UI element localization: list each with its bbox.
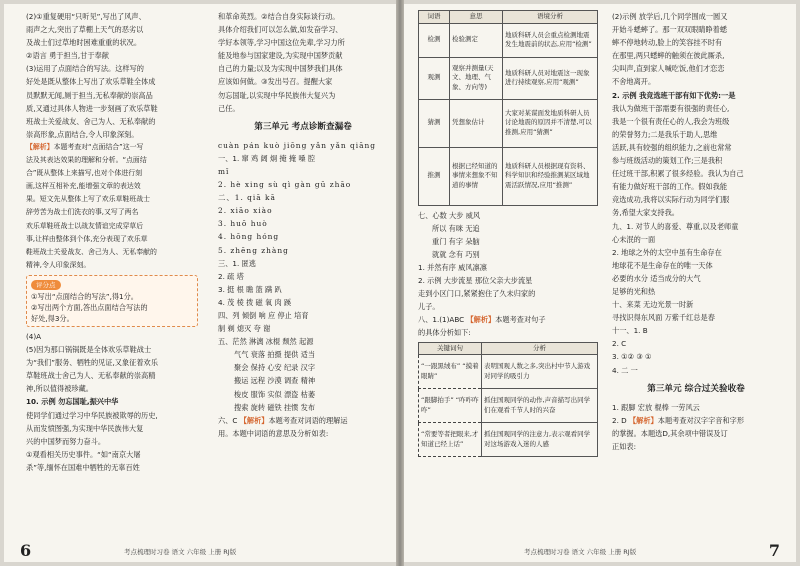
- text-line: 雨声之大,突出了草棚上天气的恶劣以: [26, 25, 144, 35]
- text-line: 本题考查对“点面结合”这一写: [53, 142, 144, 151]
- section-seven: [418, 209, 598, 314]
- text-line: 兴的中国梦而努力奋斗。: [26, 436, 106, 446]
- pinyin-line: cuàn pán kuò jiōng yǎn yǎn qiāng: [218, 140, 377, 150]
- right-page: [404, 4, 796, 562]
- text-line: 果。短文先从整体上写了欢乐草鞋班战士: [26, 195, 151, 204]
- text-line: 2. 示例 大步流星 那位父亲大步流星: [418, 276, 533, 286]
- text-line: 使同学们通过学习中华民族被欺辱的历史,: [26, 410, 158, 420]
- right-column-1: [418, 10, 598, 457]
- text-line: 法及其表达效果的理解和分析。“点面结: [26, 156, 147, 165]
- table-cell: 检验测定: [450, 23, 503, 57]
- table-cell: 抓住国观同学的注意力,表示观看同学对这场游戏入迷的人感: [482, 423, 598, 457]
- text-line: 梭皮 服饰 实似 漂盗 枯萎: [234, 389, 316, 399]
- question-number: 10.: [26, 397, 39, 407]
- page-number: 7: [768, 541, 780, 560]
- text-line: 活跃,具有较强的组织能力,之前也常常: [612, 142, 732, 152]
- sentence-analysis-table: [418, 342, 598, 458]
- answer-block-h: [612, 89, 780, 220]
- text-line: 一、1. 窜 鸡 阔 炯 掩 掩 嗓 腔: [218, 153, 316, 163]
- text-line: 正如表:: [612, 441, 636, 451]
- table-row: [419, 147, 598, 205]
- text-line: 开始斗蟋蟀了。那一双双眼睛睁着蟋: [612, 25, 728, 35]
- table-row: [419, 57, 598, 99]
- section-six: [218, 414, 388, 440]
- text-line: 列 倾倒 响 应 停止 培育: [232, 310, 309, 320]
- table-cell: 观察并测量(天文、地理、气象、方向等): [450, 57, 503, 99]
- text-line: 神,所以值得被珍藏。: [26, 384, 93, 394]
- left-column-2: [218, 10, 388, 440]
- question-10: [26, 395, 198, 408]
- page-number: 6: [20, 541, 32, 560]
- text-line: 1. 跟脚 宏放 棍棒 一劳风云: [612, 402, 700, 412]
- text-line: 杀”等,缅怀在国难中牺牲的无辜百姓: [26, 462, 140, 472]
- text-line: 本题考查对词语的理解运: [268, 415, 348, 425]
- text-line: 足够的光和热: [612, 286, 656, 296]
- text-line: 心未泯的一面: [612, 234, 656, 244]
- text-line: 好处,得3分。: [31, 313, 74, 323]
- question-title: 示例 勿忘国耻,振兴中华: [41, 397, 119, 407]
- table-cell: 推测: [419, 147, 450, 205]
- text-line: 4. hōng hóng: [218, 232, 280, 242]
- table-cell: “一跟黑绒布” “摸着眼睛”: [419, 355, 482, 389]
- section-eight: [418, 313, 598, 339]
- text-line: 搬运 远程 沙漠 调查 精神: [234, 376, 316, 386]
- table-row: [419, 423, 598, 457]
- text-line: 的具体分析如下:: [418, 328, 471, 338]
- answer-block-c: [26, 330, 198, 395]
- text-line: 质,又通过具体人物进一步刻画了欢乐草鞋: [26, 103, 158, 113]
- table-header: 分析: [482, 342, 598, 355]
- text-line: 十、来菜 无边光景一时新: [612, 300, 694, 310]
- table-cell: 检测: [419, 23, 450, 57]
- text-line: 走到小区门口,紧紧抱住了久未归家的: [418, 289, 536, 299]
- text-line: 精神,令人印象深刻。: [26, 260, 91, 269]
- text-line: 鞋班战士关爱战友、舍己为人、无私奉献的: [26, 247, 157, 256]
- text-line: 参与班级活动的策划工作;三是我积: [612, 156, 723, 166]
- section-title: 第三单元 综合过关验收卷: [647, 383, 745, 394]
- text-line: ①写出“点面结合的写法”,得1分。: [31, 291, 138, 301]
- table-header: 语境分析: [503, 11, 598, 24]
- table-cell: 地质科研人员对地震这一现象进行持续观察,应用“观测”: [503, 57, 598, 99]
- answer-block-f: [218, 152, 388, 309]
- text-line: (5)因为那口锅锅既是全体欢乐草鞋战士: [26, 345, 152, 355]
- text-line: 己任。: [218, 103, 240, 113]
- text-line: 自己的力量;以及为实现中国梦我们具体: [218, 64, 343, 74]
- text-line: 三、1. 匿逃: [218, 258, 256, 268]
- vocabulary-table: [418, 10, 598, 206]
- text-line: 务,希望大家支持我。: [612, 208, 679, 218]
- answer-block-a: [26, 10, 198, 141]
- analysis-block: [26, 141, 198, 272]
- text-line: 聚会 保持 心安 纪录 汉字: [234, 363, 316, 373]
- section-label: 五、: [218, 337, 233, 347]
- text-line: 九、1. 对节人的喜爱、尊重,以及老师童: [612, 221, 739, 231]
- text-line: 3. huō huò: [218, 219, 268, 229]
- answer-block-d: [26, 409, 198, 474]
- book-gutter: [396, 0, 404, 566]
- table-cell: 地质科研人员根据现有资料、科学知识和经验推测某区域地震活跃情况,应用“推测”: [503, 147, 598, 205]
- section-label: 六、C: [218, 415, 238, 425]
- table-cell: “常要等者把眼来,才知道已经上话”: [419, 423, 482, 457]
- analysis-label: 【解析】: [239, 415, 269, 425]
- left-column-1: [26, 10, 198, 474]
- text-line: 欢乐草鞋班战士以战友情谊完成穿草后: [26, 221, 144, 230]
- text-line: ②写出两个方面,答出点面结合写法的: [31, 302, 148, 312]
- table-cell: 表明国观人数之多,突出村中节人游戏对同学的吸引力: [482, 355, 598, 389]
- table-header: 词语: [419, 11, 450, 24]
- section-label: 七、: [418, 210, 433, 220]
- text-line: 本题考查对汉字字音和字形: [657, 415, 745, 425]
- table-cell: 地质科研人员会重点检测地震发生地震前的状态,应用“检测”: [503, 23, 598, 57]
- text-line: 能及地参与国家建设,为实现中国梦贡献: [218, 51, 343, 61]
- text-line: 3. 挺 根 瞻 篮 蹒 趴: [218, 284, 282, 294]
- text-line: 2. 地球之外的太空中虽有生命存在: [612, 247, 722, 257]
- text-line: 茫然 淋漓 冰棍 颓然 起源: [232, 337, 314, 347]
- text-line: ①观看相关历史事件。“如“南京大屠: [26, 449, 141, 459]
- page-footer: 考点梳理时习卷 语文 六年级 上册 RJ版: [524, 548, 637, 556]
- scoring-points-tag: 评分点: [31, 280, 61, 290]
- text-line: (3)运用了点面结合的写法。这样写的: [26, 64, 144, 74]
- text-line: 地球花不是生命存在的唯一天体: [612, 260, 713, 270]
- text-line: 在那里,两只蟋蟀的触须在彼此厮杀,: [612, 51, 725, 61]
- section-label: 2. D: [612, 415, 627, 425]
- table-header: 意思: [450, 11, 503, 24]
- text-line: mǐ: [218, 166, 230, 176]
- text-line: 合”既从整体上来描写,也对个体进行刻: [26, 169, 143, 178]
- text-line: 3. ①② ③ ①: [612, 352, 652, 362]
- text-line: 就就 念有 巧别: [432, 249, 480, 259]
- table-cell: 观测: [419, 57, 450, 99]
- text-line: 具体介绍我们可以怎么做,如发奋学习、: [218, 25, 343, 35]
- table-cell: 大家对某谋面发地质科研人员讨论地震的原因并不清楚,可以推测,应用“猜测”: [503, 99, 598, 147]
- text-line: (2)示例 放学后,几个同学围成一圆又: [612, 12, 728, 21]
- text-line: 从而发愤图强,为实现中华民族伟大复: [26, 423, 144, 433]
- text-line: 员默默无闻,厕于担当,无私奉献的崇高品: [26, 90, 153, 100]
- section-five: [218, 335, 388, 414]
- analysis-label: 【解析】: [628, 415, 658, 425]
- table-header: 关键词句: [419, 342, 482, 355]
- table-cell: “跟脚拍手” “咋咋咋咋”: [419, 389, 482, 423]
- text-line: ②语言 勇于担当,甘于奉献: [26, 51, 109, 61]
- scoring-points-box: [26, 275, 198, 327]
- text-line: 重门 有字 朵脑: [432, 236, 480, 246]
- text-line: 必要的水分 适当成分的大气: [612, 273, 701, 283]
- text-line: 搜索 旋转 磁铁 挂惯 发布: [234, 402, 316, 412]
- analysis-label: 【解析】: [26, 142, 54, 151]
- text-line: 和革命英烈。②结合自身实际谈行动。: [218, 12, 340, 21]
- text-line: 为“我们”服务、牺牲的见证,又象征着欢乐: [26, 358, 158, 368]
- answer-block-e: [218, 10, 388, 115]
- text-line: 尖叫声,直到家人喊吃饭,他们才恋恋: [612, 64, 725, 74]
- text-line: 制 剃 熄灭 夸 谢: [218, 324, 271, 334]
- text-line: 勿忘国耻,以实现中华民族伟大复兴为: [218, 90, 336, 100]
- text-line: 1. 并然有序 威风凛凛: [418, 262, 487, 272]
- text-line: 学好本领等,学习中国这位先辈,学习力所: [218, 38, 345, 48]
- page-footer: 考点梳理时习卷 语文 六年级 上册 RJ版: [124, 548, 237, 556]
- text-line: (2)①重复硬用“只听见”,写出了风声、: [26, 12, 146, 21]
- text-line: 2. 示例 我竞选班干部有如下优势:一是: [612, 90, 736, 100]
- text-line: 心数 大步 威风: [432, 210, 481, 220]
- text-line: 不舍地离开。: [612, 77, 656, 87]
- text-line: 辞劳苦为战士们洗衣的事,又写了两名: [26, 208, 139, 217]
- left-page: [4, 4, 396, 562]
- table-row: [419, 389, 598, 423]
- text-line: 2. C: [612, 339, 627, 349]
- text-line: 任过班干部,积累了很多经验。我认为自己: [612, 169, 744, 179]
- text-line: 有能力做好班干部的工作。假如我能: [612, 182, 728, 192]
- text-line: 竞选成功,我将以实际行动为同学们服: [612, 195, 730, 205]
- text-line: 画,这样互相补充,能增强文章的表达效: [26, 182, 141, 191]
- answer-block-i: [612, 220, 780, 377]
- text-line: 我是一个很有责任心的人,我会为班级: [612, 116, 730, 126]
- text-line: 蟀不停地转动,脸上的笑容挂不时有: [612, 38, 723, 48]
- table-row: [419, 99, 598, 147]
- text-line: 所以 有咪 无追: [432, 223, 480, 233]
- text-line: 的荣誉努力;二是我乐于助人,思维: [612, 129, 718, 139]
- text-line: 气气 衰落 拍摄 提供 适当: [234, 350, 316, 360]
- text-line: 好处是既从整体上写出了欢乐草鞋全体成: [26, 77, 156, 87]
- table-cell: 凭想象估计: [450, 99, 503, 147]
- text-line: 5. zhēng zhàng: [218, 245, 289, 255]
- table-cell: 猜测: [419, 99, 450, 147]
- text-line: 及战士们过草地时困难重重的状况。: [26, 38, 142, 48]
- table-row: [419, 23, 598, 57]
- text-line: 本题考查对句子: [495, 315, 546, 325]
- text-line: 草鞋班战士舍己为人、无私奉献的崇高精: [26, 371, 156, 381]
- text-line: 事,让样由整体到个体,充分表现了欢乐草: [26, 234, 148, 243]
- table-cell: 抓住国观同学的动作,声音描写出同学们在观看千节人时的兴奋: [482, 389, 598, 423]
- text-line: 用。本题中词语的意思及分析如表:: [218, 428, 329, 438]
- text-line: 班战士关爱战友、舍己为人、无私奉献的: [26, 116, 156, 126]
- text-line: 崇高形象,点面结合,令人印象深刻。: [26, 129, 139, 139]
- text-line: 4. 茂 棱 拨 磁 氧 肉 蹊: [218, 297, 292, 307]
- table-cell: 根据已经知道的事情来想象不知道的事情: [450, 147, 503, 205]
- section-label: 八、1.(1)ABC: [418, 315, 465, 325]
- table-row: [419, 355, 598, 389]
- text-line: 2. xiāo xiào: [218, 206, 273, 216]
- text-line: 2. hè xing sù qì gàn gū zhāo: [218, 180, 352, 190]
- text-line: 我认为做班干部需要有很强的责任心,: [612, 103, 730, 113]
- text-line: 二、1. qiā kā: [218, 193, 276, 203]
- last-answer: [612, 414, 780, 453]
- right-column-2: [612, 10, 780, 453]
- text-line: 儿子。: [418, 302, 440, 312]
- text-line: (4)A: [26, 331, 42, 341]
- section-label: 四、: [218, 310, 233, 320]
- text-line: 的掌握。本题选D,其余项中错误及订: [612, 428, 728, 438]
- section-title: 第三单元 考点诊断查漏卷: [254, 121, 352, 132]
- analysis-label: 【解析】: [466, 315, 496, 325]
- text-line: 寻找识得东风面 万紫千红总是春: [612, 313, 715, 323]
- section-four: [218, 309, 388, 335]
- text-line: 十一、1. B: [612, 326, 648, 336]
- text-line: 4. 二 一: [612, 365, 638, 375]
- answer-block-g: [612, 10, 780, 89]
- text-line: 2. 疏 塔: [218, 271, 244, 281]
- text-line: 应该如何做。③发出号召。提醒大家: [218, 77, 333, 87]
